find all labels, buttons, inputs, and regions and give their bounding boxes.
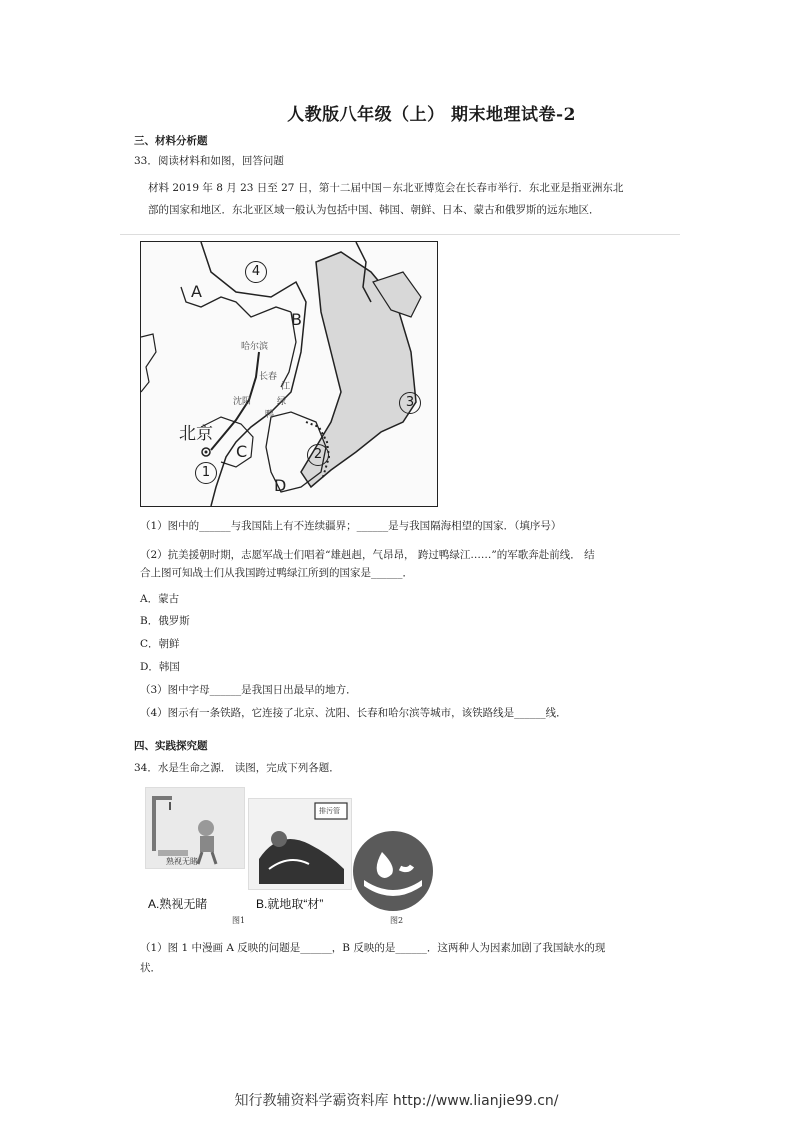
option-b: B．俄罗斯 xyxy=(140,615,190,627)
cartoon-a-image xyxy=(145,787,245,869)
cartoon-a-small-caption: 熟视无睹 xyxy=(166,857,198,866)
map-city-changchun: 长春 xyxy=(259,372,278,382)
map-river-char-1: 江 xyxy=(281,382,291,392)
figure-1-label: 图1 xyxy=(232,916,246,925)
option-c: C．朝鲜 xyxy=(140,638,180,650)
option-d: D．韩国 xyxy=(140,661,180,673)
northeast-asia-map xyxy=(140,241,438,507)
scan-edge-line xyxy=(120,234,680,235)
map-river-char-3: 鸭 xyxy=(265,410,275,420)
figure-2-label: 图2 xyxy=(390,916,404,925)
q33-sub4: （4）图示有一条铁路，它连接了北京、沈阳、长春和哈尔滨等城市，该铁路线是______线． xyxy=(140,707,567,719)
material-line-1: 材料 2019 年 8 月 23 日至 27 日，第十二届中国－东北亚博览会在长春市举行．东北亚是指亚洲东北 xyxy=(148,182,624,194)
map-label-b: B xyxy=(291,310,302,329)
material-line-2: 部的国家和地区．东北亚区域一般认为包括中国、韩国、朝鲜、日本、蒙古和俄罗斯的远东地区． xyxy=(148,204,600,216)
footer-watermark: 知行教辅资料学霸资料库 http://www.lianjie99.cn/ xyxy=(234,1093,559,1109)
map-city-harbin: 哈尔滨 xyxy=(241,342,269,352)
cartoon-b-image xyxy=(248,798,352,890)
q34-sub1-line2: 状． xyxy=(140,962,161,974)
q34-sub1-line1: （1）图 1 中漫画 A 反映的问题是______，B 反映的是______．这两种人为因素加剧了我国缺水的现 xyxy=(140,942,606,954)
q33-sub2-line1: （2）抗美援朝时期，志愿军战士们唱着“雄赳赳，气昂昂， 跨过鸭绿江……”的军歌奔赴前线． 结 xyxy=(140,549,595,561)
caption-b: B.就地取“材” xyxy=(256,897,324,911)
page-title: 人教版八年级（上） 期末地理试卷-2 xyxy=(287,105,576,125)
map-label-beijing: 北京 xyxy=(179,424,213,444)
question-33-stem: 33．阅读材料和如图，回答问题 xyxy=(134,155,284,167)
map-circle-1: 1 xyxy=(195,462,217,484)
q33-sub2-line2: 合上图可知战士们从我国跨过鸭绿江所到的国家是______． xyxy=(140,567,413,579)
q33-sub3: （3）图中字母______是我国日出最早的地方． xyxy=(140,684,357,696)
option-a: A．蒙古 xyxy=(140,593,180,605)
map-circle-3: 3 xyxy=(399,392,421,414)
question-34-stem: 34．水是生命之源． 读图，完成下列各题． xyxy=(134,762,340,774)
map-label-c: C xyxy=(236,442,248,461)
water-logo-drawing xyxy=(352,830,434,912)
caption-a: A.熟视无睹 xyxy=(148,897,208,911)
map-label-a: A xyxy=(191,282,202,301)
section-heading-4: 四、实践探究题 xyxy=(134,740,208,752)
map-drawing xyxy=(141,242,437,506)
map-river-char-2: 绿 xyxy=(277,397,287,407)
section-heading-3: 三、材料分析题 xyxy=(134,135,208,147)
water-logo xyxy=(352,830,434,912)
map-circle-2: 2 xyxy=(307,444,329,466)
map-circle-4: 4 xyxy=(245,261,267,283)
cartoon-b-sign: 排污管 xyxy=(319,807,340,815)
map-city-shenyang: 沈阳 xyxy=(233,397,252,407)
map-label-d: D xyxy=(274,476,287,495)
q33-sub1: （1）图中的______与我国陆上有不连续疆界；______是与我国隔海相望的国家．（填序号） xyxy=(140,520,562,532)
